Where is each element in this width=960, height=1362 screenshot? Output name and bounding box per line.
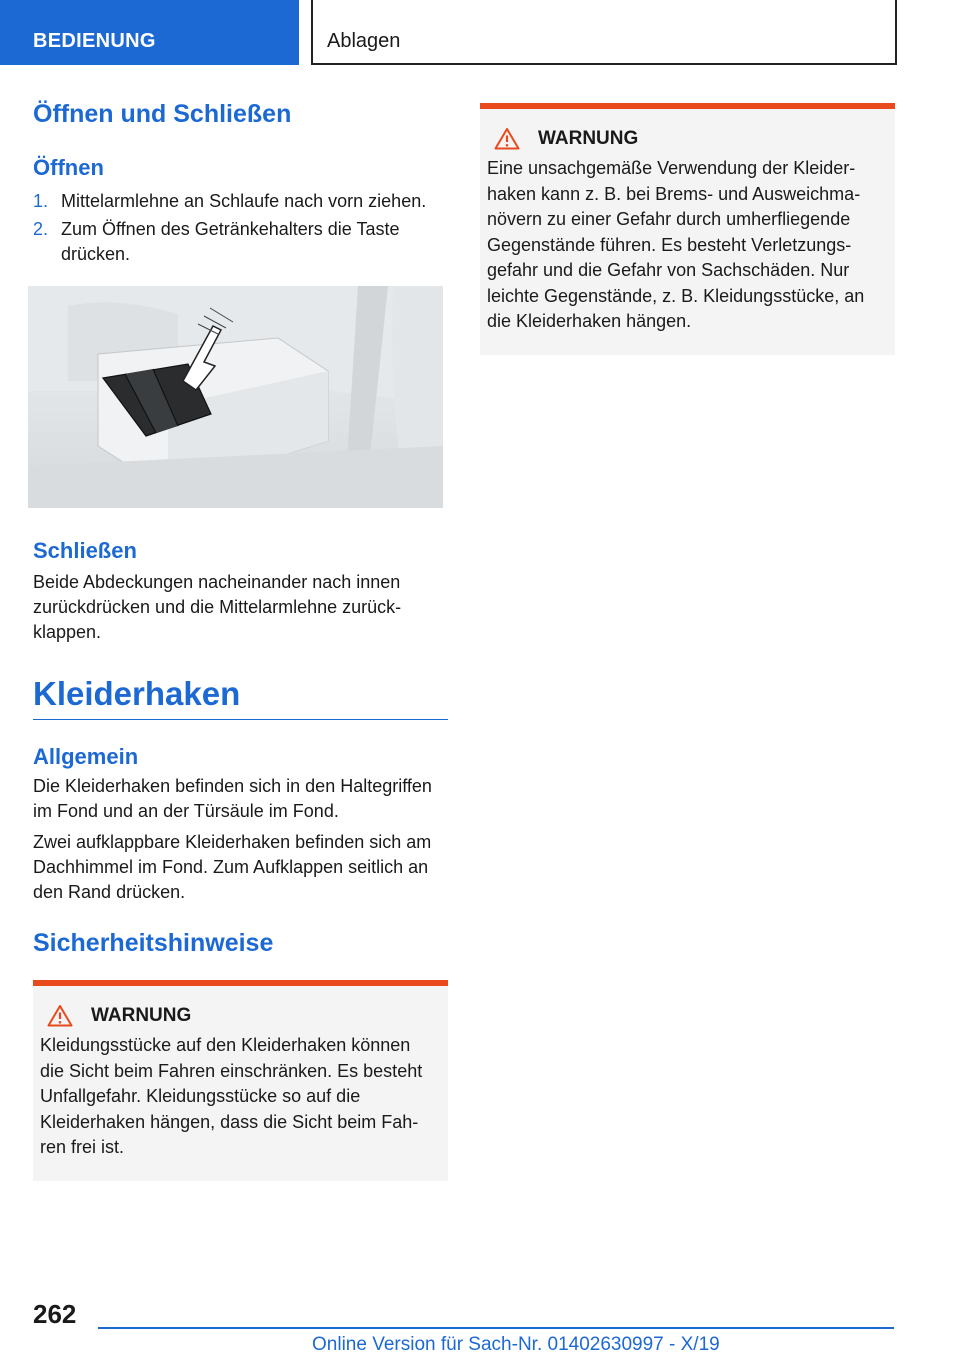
warning-title (40, 1004, 438, 1027)
header-chapter-tab (311, 0, 897, 65)
header-chapter-label: Ablagen (327, 30, 401, 52)
warning-triangle-icon (47, 1004, 73, 1027)
warning-box-visibility (33, 980, 448, 1181)
warning-box-flying-objects (480, 103, 895, 355)
warning-text: Kleidungsstücke auf den Kleiderhaken können die Sicht beim Fahren einschränken. Es besteht Unfallgefahr. Kleidungsstücke so auf die Kleiderhaken hängen, dass die Sicht beim Fahren frei ist. (40, 1035, 423, 1157)
warning-label: WARNUNG (91, 1004, 192, 1026)
open-steps-list (33, 189, 448, 267)
armrest-drawing (28, 286, 443, 508)
general-paragraph-1: Die Kleiderhaken befinden sich in den Haltegriffen im Fond und an der Türsäule im Fond. (33, 776, 432, 821)
heading-close: Schließen (33, 538, 137, 563)
warning-triangle-icon (494, 127, 520, 150)
page-number: 262 (33, 1299, 77, 1329)
right-column (480, 103, 895, 355)
section-title-open-close: Öffnen und Schließen (33, 100, 292, 128)
heading-open: Öffnen (33, 155, 104, 180)
header-section-label: BEDIENUNG (33, 30, 156, 52)
armrest-illustration (28, 286, 443, 508)
list-item (33, 189, 448, 214)
general-paragraph-2: Zwei aufklappbare Kleiderhaken befinden sich am Dachhimmel im Fond. Zum Aufklappen seitlich an den Rand drücken. (33, 832, 432, 902)
footer-version-text: Online Version für Sach-Nr. 01402630997 - X/19 (312, 1334, 720, 1355)
step-text: Mittelarmlehne an Schlaufe nach vorn ziehen. (61, 191, 427, 211)
footer-rule (98, 1327, 894, 1329)
left-column (33, 100, 448, 1181)
step-number: 1. (33, 191, 49, 211)
heading-general: Allgemein (33, 744, 139, 769)
step-text: Zum Öffnen des Getränkehalters die Taste drücken. (61, 219, 400, 264)
close-paragraph: Beide Abdeckungen nacheinander nach innen zurückdrücken und die Mittelarmlehne zurückklappen. (33, 572, 402, 642)
warning-label: WARNUNG (538, 127, 639, 149)
step-number: 2. (33, 219, 49, 239)
heading-safety: Sicherheitshinweise (33, 929, 274, 957)
warning-text: Eine unsachgemäße Verwendung der Kleiderhaken kann z. B. bei Brems- und Ausweichmanövern zu einer Gefahr durch umherfliegende Gegenstände führen. Es besteht Verletzungsgefahr und die Gefahr von Sachschäden. Nur leichte Gegenstände, z. B. Kleidungsstücke, an die Kleiderhaken hängen. (487, 158, 865, 331)
header-section-tab (0, 0, 299, 65)
chapter-title-clothes-hooks: Kleiderhaken (33, 675, 448, 720)
warning-title (487, 127, 885, 150)
list-item (33, 217, 448, 267)
